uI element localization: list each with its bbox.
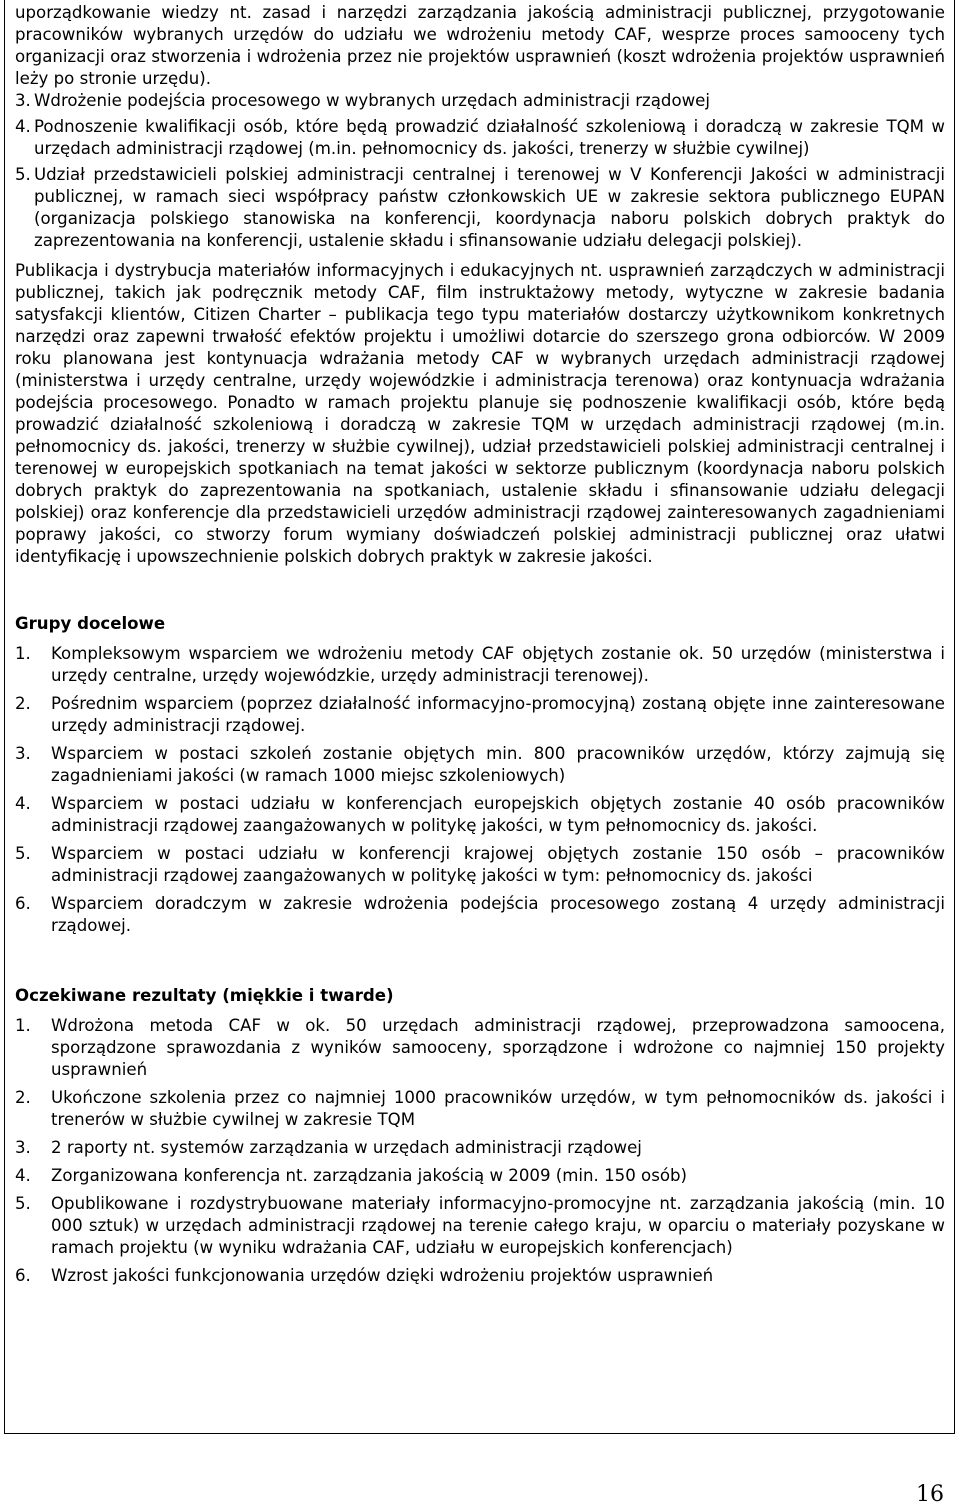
list-text: Wdrożenie podejścia procesowego w wybranych urzędach administracji rządowej [34,91,710,110]
list-text: Podnoszenie kwalifikacji osób, które będą prowadzić działalność szkoleniową i doradczą w zakresie TQM w urzędach administracji rządowej (m.in. pełnomocnicy ds. jakości, trenerzy w służbie cywilnej) [34,117,945,158]
list-text: Wsparciem w postaci szkoleń zostanie objętych min. 800 pracowników urzędów, którzy zajmują się zagadnieniami jakości (w ramach 1000 miejsc szkoleniowych) [51,744,945,785]
list-number: 1. [15,1016,31,1035]
list-item [15,1015,945,1081]
list-text: Udział przedstawicieli polskiej administracji centralnej i terenowej w V Konferencji Jakości w administracji publicznej, w ramach sieci współpracy państw członkowskich UE w zakresie sektora publicznego EUPAN (organizacja polskiego stanowiska na konferencji, koordynacja naboru polskich dobrych praktyk do zaprezentowania na konferencji, ustalenie składu i sfinansowanie udziału delegacji polskiej). [34,165,945,250]
list-text: Pośrednim wsparciem (poprzez działalność informacyjno-promocyjną) zostaną objęte inne zainteresowane urzędy administracji rządowej. [51,694,945,735]
list-number: 3. [15,91,31,110]
list-item [15,116,945,160]
list-item [15,164,945,252]
list-text: Zorganizowana konferencja nt. zarządzania jakością w 2009 (min. 150 osób) [51,1166,688,1185]
list-text: Ukończone szkolenia przez co najmniej 1000 pracowników urzędów, w tym pełnomocników ds. jakości i trenerów w służbie cywilnej w zakresie TQM [51,1088,945,1129]
page-number: 16 [916,1482,944,1507]
list-item [15,1265,945,1287]
list-item [15,1087,945,1131]
intro-paragraph: uporządkowanie wiedzy nt. zasad i narzędzi zarządzania jakością administracji publicznej, przygotowanie pracowników wybranych urzędów do udziału we wdrożeniu metody CAF, wesprze proces samooceny tych organizacji oraz stworzenia i wdrożenia przez nie projektów usprawnień (koszt wdrożenia projektów usprawnień leży po stronie urzędu). [15,3,945,88]
list-item [15,1165,945,1187]
list-text: Wdrożona metoda CAF w ok. 50 urzędach administracji rządowej, przeprowadzona samoocena, sporządzone sprawozdania z wyników samooceny, sporządzone i wdrożone co najmniej 150 projekty usprawnień [51,1016,945,1079]
list-number: 5. [15,844,31,863]
activities-list [15,90,945,252]
list-item [15,643,945,687]
publication-paragraph: Publikacja i dystrybucja materiałów informacyjnych i edukacyjnych nt. usprawnień zarządczych w administracji publicznej, takich jak podręcznik metody CAF, film instruktażowy metody, wytyczne w zakresie badania satysfakcji klientów, Citizen Charter – publikacja tego typu materiałów dostarczy użytkownikom konkretnych narzędzi oraz zapewni trwałość efektów projektu i umożliwi dotarcie do szerszego grona odbiorców. W 2009 roku planowana jest kontynuacja wdrażania metody CAF w wybranych urzędach administracji rządowej (ministerstwa i urzędy centralne, urzędy wojewódzkie i administracja terenowa) oraz kontynuacja wdrażania podejścia procesowego. Ponadto w ramach projektu planuje się podnoszenie kwalifikacji osób, które będą prowadzić działalność szkoleniową i doradczą w zakresie TQM w urzędach administracji rządowej (m.in. pełnomocnicy ds. jakości, trenerzy w służbie cywilnej), udział przedstawicieli polskiej administracji centralnej i terenowej w europejskich spotkaniach na temat jakości w sektorze publicznym (koordynacja naboru polskich dobrych praktyk do zaprezentowania na spotkaniach, ustalenie składu i sfinansowanie udziału delegacji polskiej) oraz konferencje dla przedstawicieli urzędów administracji rządowej zainteresowanych zagadnieniami poprawy jakości, co stworzy forum wymiany doświadczeń polskiej administracji publicznej oraz ułatwi identyfikację i upowszechnienie polskich dobrych praktyk w zakresie jakości. [15,261,945,566]
list-number: 6. [15,1266,31,1285]
list-item [15,90,945,112]
list-number: 3. [15,744,31,763]
list-number: 4. [15,117,31,136]
list-text: Wsparciem w postaci udziału w konferencjach europejskich objętych zostanie 40 osób pracowników administracji rządowej zaangażowanych w politykę jakości, w tym pełnomocnicy ds. jakości. [51,794,945,835]
list-number: 6. [15,894,31,913]
list-item [15,1137,945,1159]
list-text: Wsparciem doradczym w zakresie wdrożenia podejścia procesowego zostaną 4 urzędy administracji rządowej. [51,894,945,935]
list-text: Wzrost jakości funkcjonowania urzędów dzięki wdrożeniu projektów usprawnień [51,1266,714,1285]
list-number: 5. [15,165,31,184]
list-text: 2 raporty nt. systemów zarządzania w urzędach administracji rządowej [51,1138,642,1157]
list-number: 5. [15,1194,31,1213]
list-item [15,893,945,937]
list-number: 2. [15,1088,31,1107]
list-number: 4. [15,1166,31,1185]
list-item [15,743,945,787]
list-item [15,793,945,837]
list-text: Opublikowane i rozdystrybuowane materiały informacyjno-promocyjne nt. zarządzania jakością (min. 10 000 sztuk) w urzędach administracji rządowej na terenie całego kraju, w oparciu o materiały pozyskane w ramach projektu (w wyniku wdrażania CAF, udziału w europejskich konferencjach) [51,1194,945,1257]
expected-results-list [15,1015,945,1287]
list-item [15,843,945,887]
list-number: 3. [15,1138,31,1157]
list-number: 1. [15,644,31,663]
expected-results-heading: Oczekiwane rezultaty (miękkie i twarde) [15,986,394,1005]
list-item [15,693,945,737]
target-groups-heading: Grupy docelowe [15,614,166,633]
list-number: 4. [15,794,31,813]
document-body [15,2,945,1293]
list-item [15,1193,945,1259]
list-number: 2. [15,694,31,713]
target-groups-list [15,643,945,937]
list-text: Kompleksowym wsparciem we wdrożeniu metody CAF objętych zostanie ok. 50 urzędów (ministerstwa i urzędy centralne, urzędy wojewódzkie, urzędy administracji terenowej). [51,644,945,685]
list-text: Wsparciem w postaci udziału w konferencji krajowej objętych zostanie 150 osób – pracowników administracji rządowej zaangażowanych w politykę jakości w tym: pełnomocnicy ds. jakości [51,844,945,885]
